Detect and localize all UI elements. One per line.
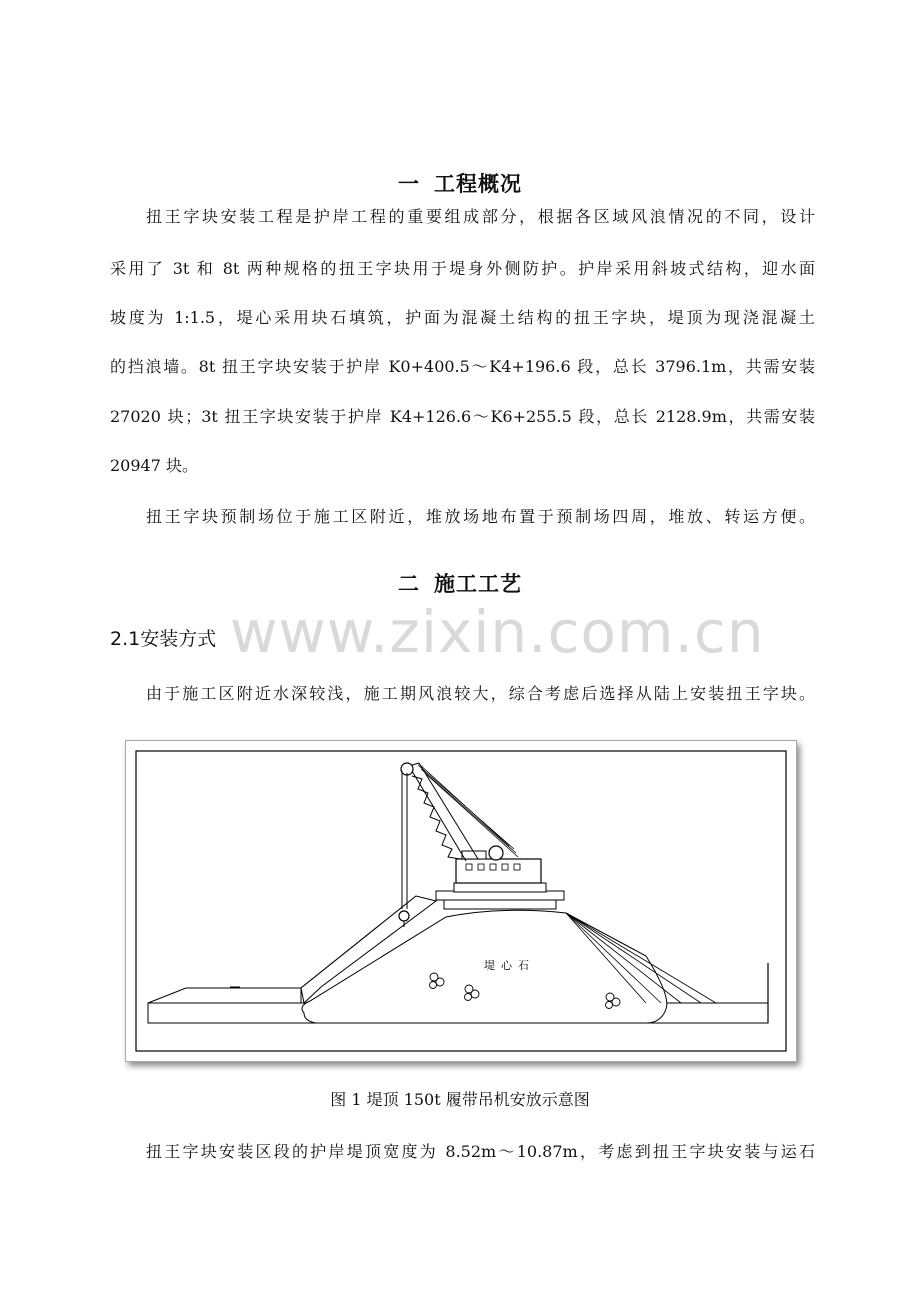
crane-diagram <box>126 741 796 1061</box>
section-2-title: 施工工艺 <box>434 572 522 596</box>
paragraph-line: 27020 块；3t 扭王字块安装于护岸 K4+126.6～K6+255.5 段，总长 2128.9m，共需安装 <box>110 407 815 426</box>
paragraph-line: 坡度为 1:1.5，堤心采用块石填筑，护面为混凝土结构的扭王字块，堤顶为现浇混凝土 <box>110 308 815 327</box>
section-1-number: 一 <box>398 172 420 196</box>
section-1-title: 工程概况 <box>434 172 522 196</box>
subsection-2-1-heading: 2.1安装方式 <box>110 628 217 650</box>
crane-body <box>456 859 541 883</box>
paragraph-line: 20947 块。 <box>110 456 198 475</box>
section-2-number: 二 <box>398 572 420 596</box>
paragraph-line: 由于施工区附近水深较浅，施工期风浪较大，综合考虑后选择从陆上安装扭王字块。 <box>146 684 815 703</box>
paragraph-line: 扭王字块安装区段的护岸堤顶宽度为 8.52m～10.87m，考虑到扭王字块安装与运石 <box>146 1142 815 1161</box>
figure-caption: 图 1 堤顶 150t 履带吊机安放示意图 <box>330 1090 590 1109</box>
section-1-heading <box>0 168 920 198</box>
crane-diagram-figure <box>125 740 797 1062</box>
paragraph-line: 扭王字块安装工程是护岸工程的重要组成部分，根据各区域风浪情况的不同，设计 <box>146 207 815 226</box>
left-berm <box>148 988 301 1003</box>
paragraph-line: 采用了 3t 和 8t 两种规格的扭王字块用于堤身外侧防护。护岸采用斜坡式结构，迎水面 <box>110 259 815 278</box>
crane-hook <box>399 911 409 921</box>
core-stone-label: 堤心石 <box>484 959 535 972</box>
paragraph-line: 的挡浪墙。8t 扭王字块安装于护岸 K0+400.5～K4+196.6 段，总长 3796.1m，共需安装 <box>110 357 815 376</box>
watermark: www.zixin.com.cn <box>230 598 765 666</box>
section-2-heading <box>0 568 920 598</box>
paragraph-line: 扭王字块预制场位于施工区附近，堆放场地布置于预制场四周，堆放、转运方便。 <box>146 507 815 526</box>
